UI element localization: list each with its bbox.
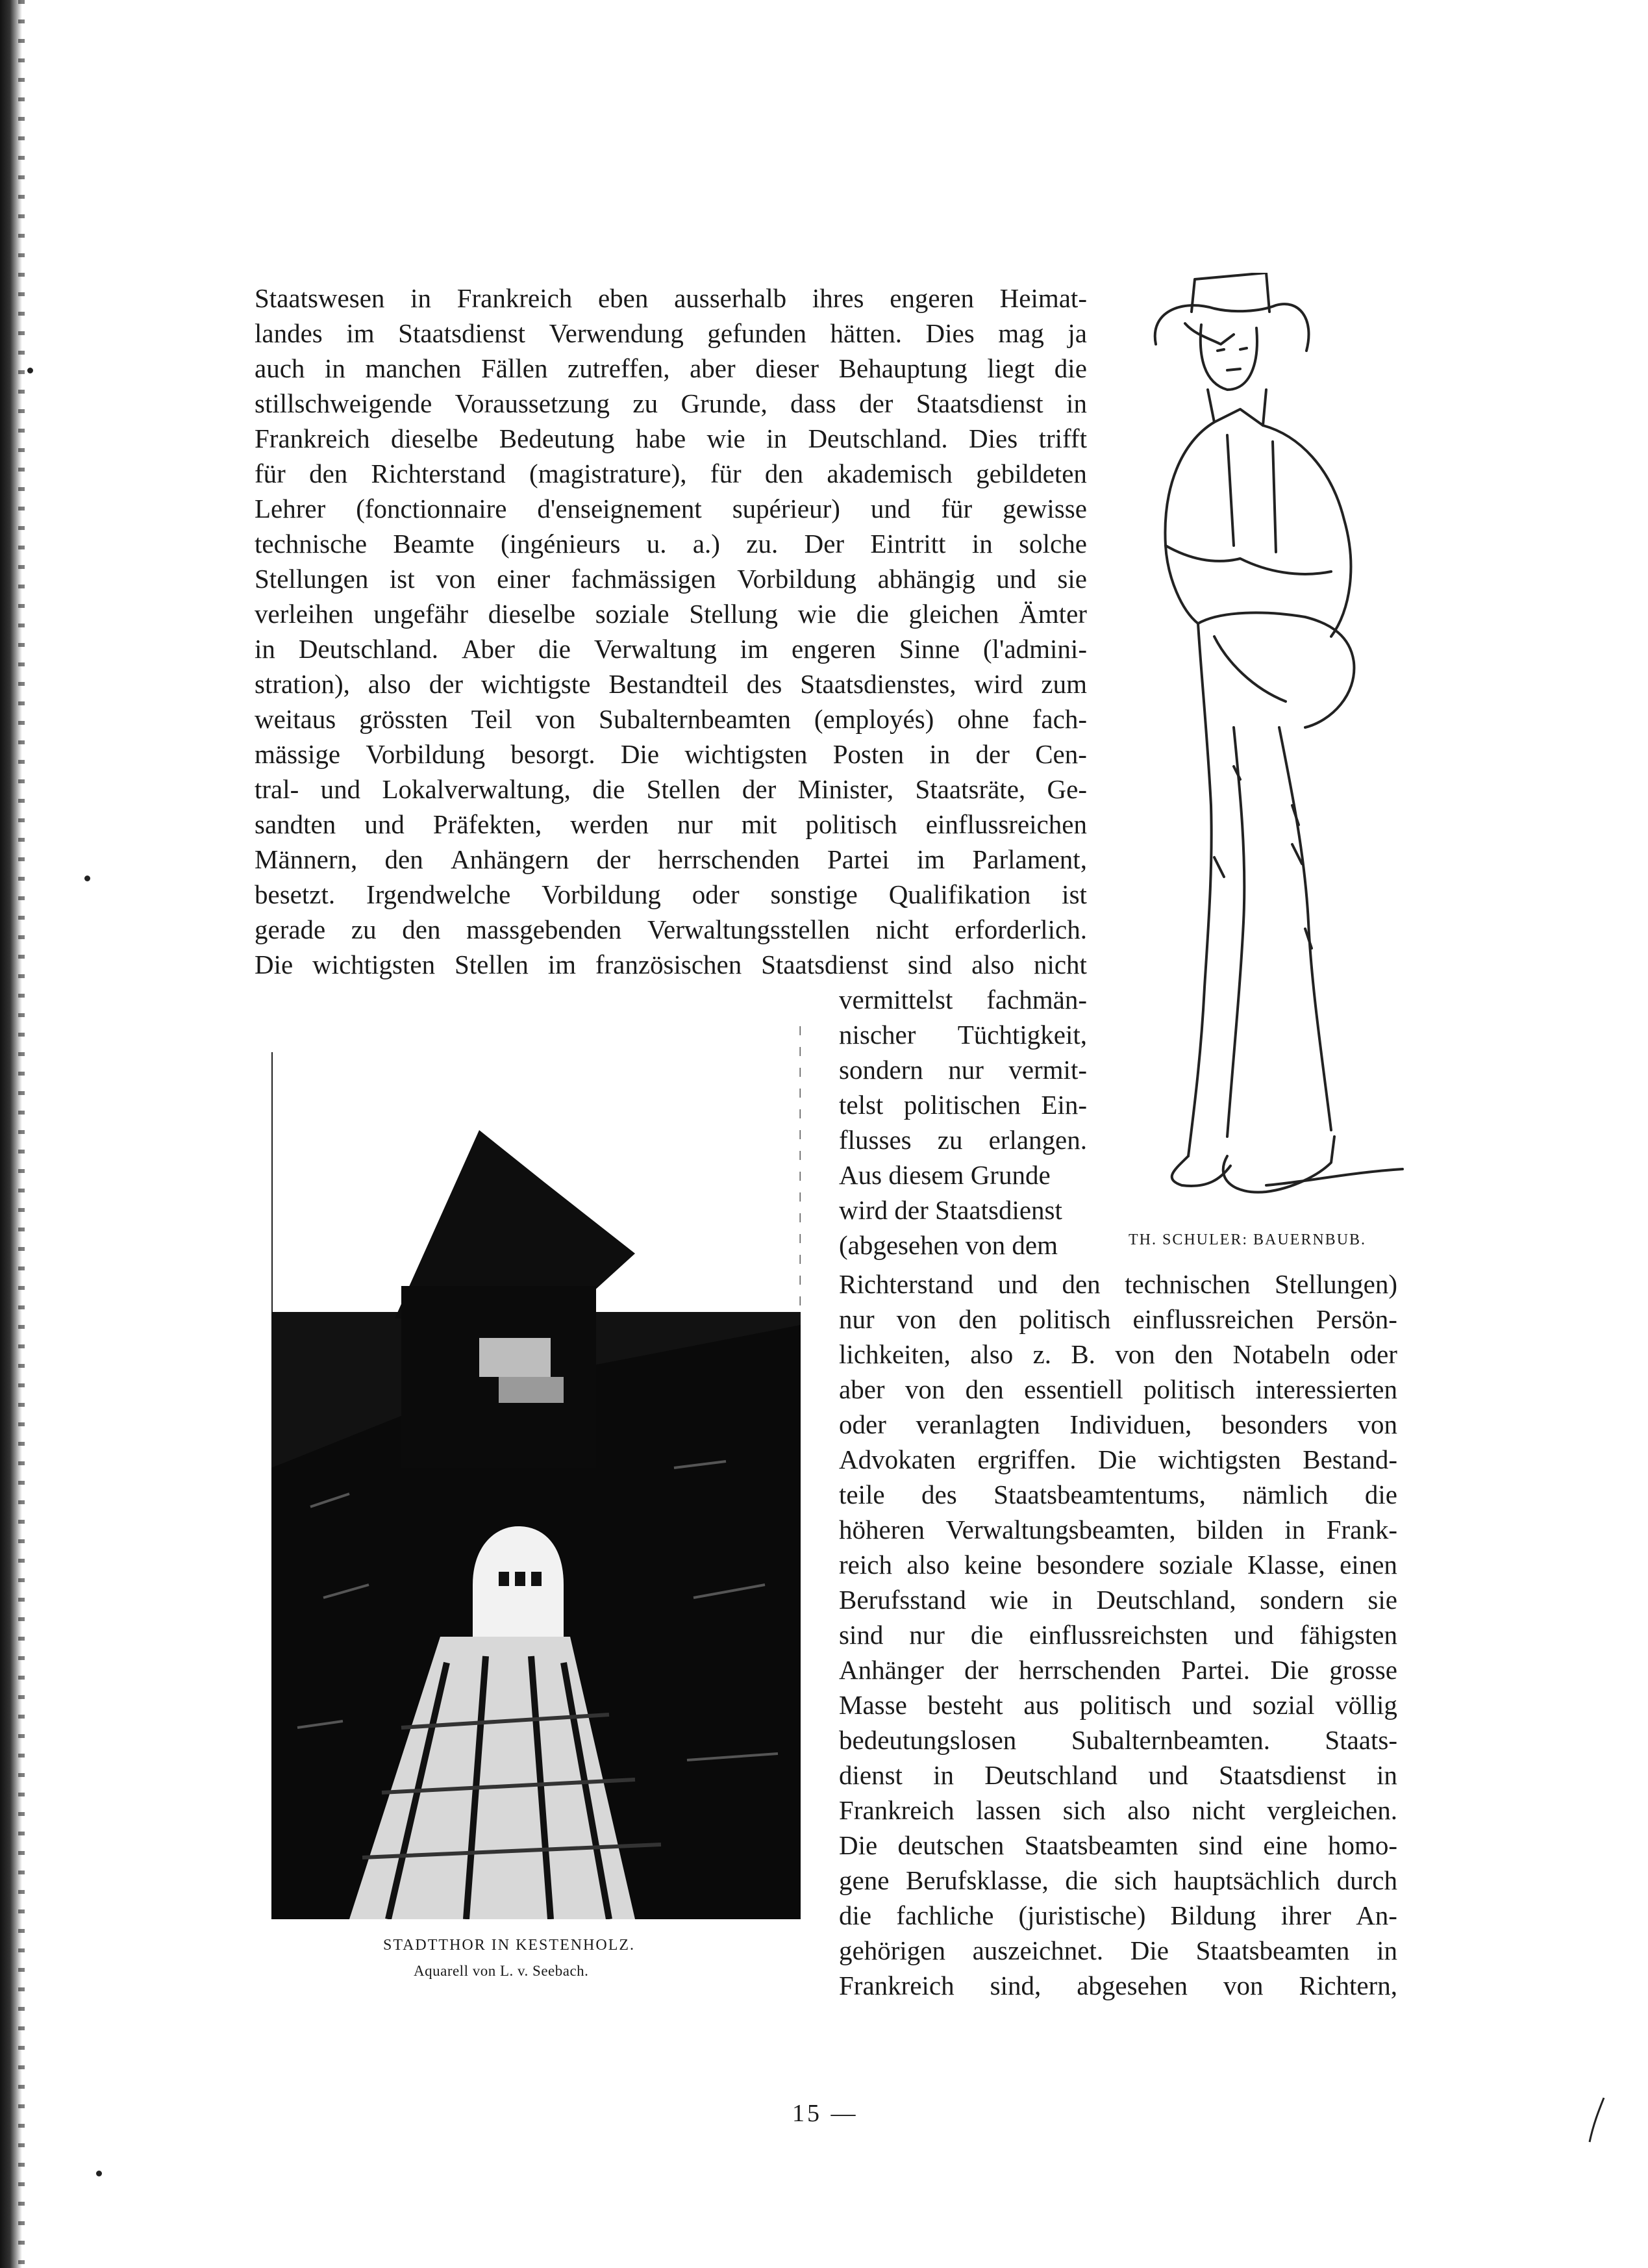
farm-boy-drawing	[1136, 273, 1429, 1234]
town-gate-image	[271, 1013, 801, 1919]
text-line: Lehrer (fonctionnaire d'enseignement supérieur) und für gewisse	[255, 494, 1087, 523]
scan-speck	[27, 368, 33, 373]
figure-caption-left: STADTTHOR IN KESTENHOLZ.	[383, 1937, 636, 1954]
page-number: 15 —	[792, 2100, 858, 2127]
text-line: vermittelst fachmän-	[839, 985, 1087, 1014]
text-line: (abgesehen von dem	[839, 1230, 1058, 1260]
text-line: sondern nur vermit-	[839, 1055, 1087, 1085]
text-line: teile des Staatsbeamtentums, nämlich die	[839, 1480, 1397, 1509]
text-line: Die deutschen Staatsbeamten sind eine homo-	[839, 1830, 1397, 1860]
text-line: stillschweigende Voraussetzung zu Grunde, dass der Staatsdienst in	[255, 388, 1087, 418]
text-line: wird der Staatsdienst	[839, 1195, 1062, 1225]
text-line: besetzt. Irgendwelche Vorbildung oder sonstige Qualifikation ist	[255, 879, 1087, 909]
text-line: dienst in Deutschland und Staatsdienst in	[839, 1760, 1397, 1790]
figure-caption-right: TH. SCHULER: BAUERNBUB.	[1129, 1231, 1367, 1248]
text-line: Männern, den Anhängern der herrschenden Partei im Parlament,	[255, 844, 1087, 874]
scan-speck	[84, 876, 90, 881]
margin-stroke	[1584, 2095, 1610, 2147]
text-line: in Deutschland. Aber die Verwaltung im engeren Sinne (l'admini-	[255, 634, 1087, 664]
text-line: Staatswesen in Frankreich eben ausserhalb ihres engeren Heimat-	[255, 283, 1087, 313]
text-line: verleihen ungefähr dieselbe soziale Stellung wie die gleichen Ämter	[255, 599, 1087, 629]
text-line: gehörigen auszeichnet. Die Staatsbeamten in	[839, 1935, 1397, 1965]
text-line: nur von den politisch einflussreichen Persön-	[839, 1304, 1397, 1334]
text-line: Frankreich dieselbe Bedeutung habe wie in Deutschland. Dies trifft	[255, 423, 1087, 453]
text-line: Aus diesem Grunde	[839, 1160, 1051, 1190]
text-line: oder veranlagten Individuen, besonders von	[839, 1409, 1397, 1439]
text-line: aber von den essentiell politisch interessierten	[839, 1374, 1397, 1404]
text-line: sind nur die einflussreichsten und fähigsten	[839, 1620, 1397, 1650]
scan-edge	[0, 0, 22, 2268]
text-line: Frankreich sind, abgesehen von Richtern,	[839, 1971, 1397, 2000]
text-line: Richterstand und den technischen Stellungen)	[839, 1269, 1397, 1299]
text-line: Die wichtigsten Stellen im französischen Staatsdienst sind also nicht	[255, 950, 1087, 979]
text-line: flusses zu erlangen.	[839, 1125, 1087, 1155]
text-line: lichkeiten, also z. B. von den Notabeln oder	[839, 1339, 1397, 1369]
text-line: Stellungen ist von einer fachmässigen Vorbildung abhängig und sie	[255, 564, 1087, 594]
text-line: die fachliche (juristische) Bildung ihrer An-	[839, 1900, 1397, 1930]
text-line: Frankreich lassen sich also nicht vergleichen.	[839, 1795, 1397, 1825]
text-line: nischer Tüchtigkeit,	[839, 1020, 1087, 1050]
scan-speck	[96, 2171, 102, 2176]
text-line: auch in manchen Fällen zutreffen, aber dieser Behauptung liegt die	[255, 353, 1087, 383]
text-line: sandten und Präfekten, werden nur mit politisch einflussreichen	[255, 809, 1087, 839]
text-line: bedeutungslosen Subalternbeamten. Staats-	[839, 1725, 1397, 1755]
text-line: Masse besteht aus politisch und sozial völlig	[839, 1690, 1397, 1720]
text-line: gerade zu den massgebenden Verwaltungsstellen nicht erforderlich.	[255, 914, 1087, 944]
figure-credit-left: Aquarell von L. v. Seebach.	[414, 1963, 589, 1979]
text-line: für den Richterstand (magistrature), für den akademisch gebildeten	[255, 459, 1087, 488]
text-line: telst politischen Ein-	[839, 1090, 1087, 1120]
text-line: tral- und Lokalverwaltung, die Stellen der Minister, Staatsräte, Ge-	[255, 774, 1087, 804]
text-line: Anhänger der herrschenden Partei. Die grosse	[839, 1655, 1397, 1685]
text-line: landes im Staatsdienst Verwendung gefunden hätten. Dies mag ja	[255, 318, 1087, 348]
text-line: weitaus grössten Teil von Subalternbeamten (employés) ohne fach-	[255, 704, 1087, 734]
text-line: höheren Verwaltungsbeamten, bilden in Frank-	[839, 1515, 1397, 1544]
text-line: Berufsstand wie in Deutschland, sondern sie	[839, 1585, 1397, 1615]
text-line: Advokaten ergriffen. Die wichtigsten Bestand-	[839, 1444, 1397, 1474]
text-line: technische Beamte (ingénieurs u. a.) zu. Der Eintritt in solche	[255, 529, 1087, 559]
text-line: mässige Vorbildung besorgt. Die wichtigsten Posten in der Cen-	[255, 739, 1087, 769]
text-line: reich also keine besondere soziale Klasse, einen	[839, 1550, 1397, 1580]
text-line: stration), also der wichtigste Bestandteil des Staatsdienstes, wird zum	[255, 669, 1087, 699]
text-line: gene Berufsklasse, die sich hauptsächlich durch	[839, 1865, 1397, 1895]
